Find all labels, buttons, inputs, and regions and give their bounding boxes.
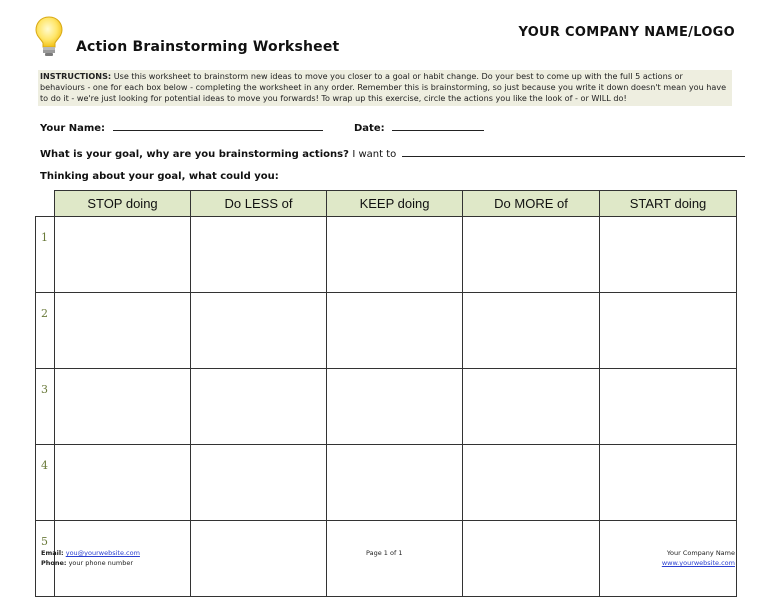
phone-text: your phone number [68, 559, 134, 567]
row-number: 4 [36, 445, 55, 521]
input-cell[interactable] [600, 217, 737, 293]
footer-company [662, 548, 735, 568]
date-row [354, 121, 484, 134]
table-header-row [36, 191, 737, 217]
input-cell[interactable] [327, 293, 463, 369]
input-cell[interactable] [191, 369, 327, 445]
input-cell[interactable] [55, 293, 191, 369]
email-link[interactable]: you@yourwebsite.com [65, 549, 140, 557]
table-row [36, 445, 737, 521]
email-label: Email: [41, 549, 64, 557]
date-label: Date: [354, 123, 385, 134]
table-row [36, 369, 737, 445]
column-header: STOP doing [55, 191, 191, 217]
column-header: Do LESS of [191, 191, 327, 217]
goal-prompt: I want to [352, 149, 397, 160]
input-cell[interactable] [327, 445, 463, 521]
input-cell[interactable] [327, 217, 463, 293]
row-number: 5 [36, 521, 55, 597]
input-cell[interactable] [600, 445, 737, 521]
input-cell[interactable] [191, 521, 327, 597]
table-row [36, 293, 737, 369]
goal-question: What is your goal, why are you brainstorming actions? [40, 149, 349, 160]
input-cell[interactable] [55, 445, 191, 521]
input-cell[interactable] [600, 293, 737, 369]
input-cell[interactable] [463, 217, 600, 293]
input-cell[interactable] [191, 293, 327, 369]
corner-cell [36, 191, 55, 217]
page-number: Page 1 of 1 [366, 549, 403, 557]
lightbulb-icon [32, 14, 66, 58]
website-link[interactable]: www.yourwebsite.com [661, 559, 735, 567]
goal-field[interactable] [402, 147, 745, 157]
row-number: 2 [36, 293, 55, 369]
instructions-label: INSTRUCTIONS: [40, 71, 112, 81]
row-number: 3 [36, 369, 55, 445]
date-field[interactable] [392, 121, 484, 131]
action-table [35, 190, 737, 597]
row-number: 1 [36, 217, 55, 293]
name-label: Your Name: [40, 123, 106, 134]
page-title: Action Brainstorming Worksheet [76, 39, 340, 55]
input-cell[interactable] [463, 293, 600, 369]
company-logo-text: YOUR COMPANY NAME/LOGO [518, 25, 735, 40]
instructions-text: Use this worksheet to brainstorm new ideas to move you closer to a goal or habit change. Do your best to come up with the full 5 actions or behaviours - one for each box below - completing the worksheet in any order. Remember this is brainstorming, so just because you write it down doesn't mean you have to do it - we're just looking for potential ideas to move you forwards! To wrap up this exercise, circle the actions you like the look of - or WILL do! [40, 71, 727, 103]
input-cell[interactable] [463, 445, 600, 521]
column-header: START doing [600, 191, 737, 217]
column-header: KEEP doing [327, 191, 463, 217]
input-cell[interactable] [600, 369, 737, 445]
table-row [36, 217, 737, 293]
input-cell[interactable] [463, 521, 600, 597]
input-cell[interactable] [191, 217, 327, 293]
instructions-box [38, 70, 732, 106]
column-header: Do MORE of [463, 191, 600, 217]
phone-label: Phone: [41, 559, 67, 567]
footer-company-name: Your Company Name [666, 549, 735, 557]
footer-contact [41, 548, 140, 568]
name-row [40, 121, 323, 134]
goal-row [40, 147, 745, 160]
thinking-prompt: Thinking about your goal, what could you: [40, 171, 279, 182]
input-cell[interactable] [55, 369, 191, 445]
input-cell[interactable] [327, 521, 463, 597]
input-cell[interactable] [191, 445, 327, 521]
input-cell[interactable] [463, 369, 600, 445]
input-cell[interactable] [55, 217, 191, 293]
input-cell[interactable] [327, 369, 463, 445]
table-row [36, 521, 737, 597]
name-field[interactable] [113, 121, 323, 131]
